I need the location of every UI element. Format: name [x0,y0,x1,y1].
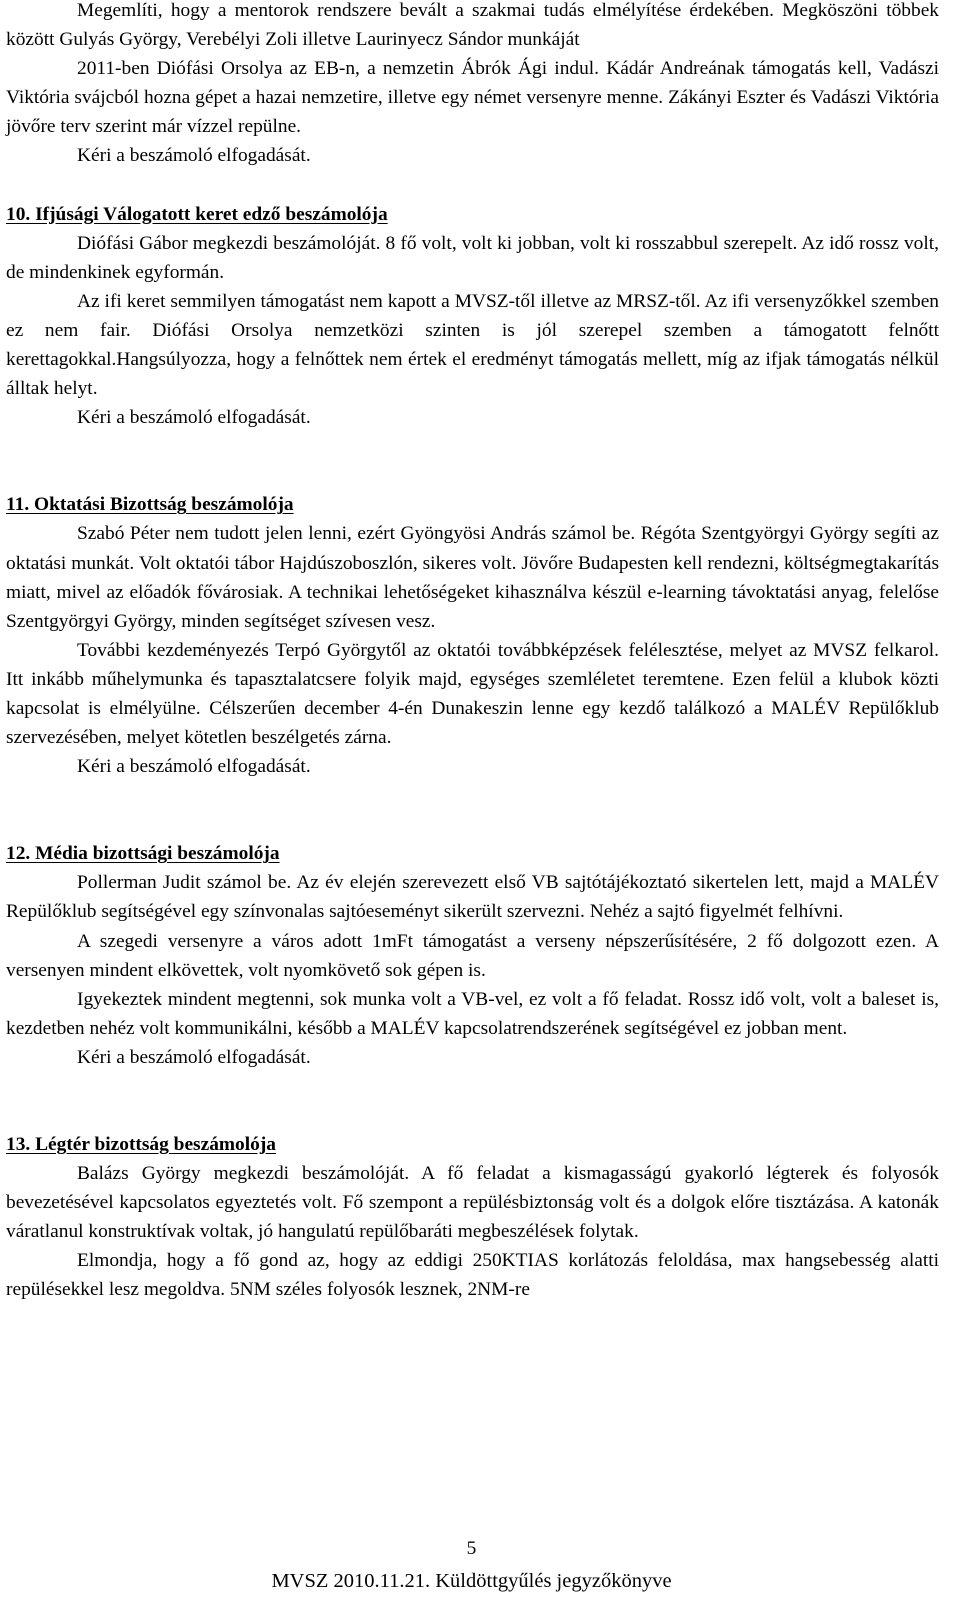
page-footer: MVSZ 2010.11.21. Küldöttgyűlés jegyzőkönyve [271,1570,672,1592]
section-10-acceptance: Kéri a beszámoló elfogadását. [77,407,311,429]
document-body [6,0,939,1305]
section-12-paragraph-3: Igyekeztek mindent megtenni, sok munka volt a VB-vel, ez volt a fő feladat. Rossz idő volt, volt a baleset is, kezdetben nehéz volt kommunikálni, később a MALÉV kapcsolatrendszerének segítségével ez jobban ment. [6,988,939,1039]
section-12-paragraph-2: A szegedi versenyre a város adott 1mFt támogatást a verseny népszerűsítésére, 2 fő dolgozott ezen. A versenyen mindent elkövettek, volt nyomkövető sok gépen is. [6,930,939,981]
section-12-paragraph-1: Pollerman Judit számol be. Az év elején szerevezett első VB sajtótájékoztató sikertelen lett, majd a MALÉV Repülőklub segítségével egy színvonalas sajtóeseményt sikerült szervezni. Nehéz a sajtó figyelmét felhívni. [6,872,939,923]
section-13-paragraph-1: Balázs György megkezdi beszámolóját. A fő feladat a kismagasságú gyakorló légterek és folyosók bevezetésével kapcsolatos egyeztetés volt. Fő szempont a repülésbiztonság volt és a dolgok előre tisztázása. A katonák váratlanul konstruktívak voltak, jó hangulatú repülőbaráti megbeszélések folytak. [6,1163,939,1243]
intro-paragraph-1: Megemlíti, hogy a mentorok rendszere bevált a szakmai tudás elmélyítése érdekében. Megköszöni többek között Gulyás György, Verebélyi Zoli illetve Laurinyecz Sándor munkáját [6,0,939,51]
spacer [6,171,939,200]
section-11-paragraph-1: Szabó Péter nem tudott jelen lenni, ezért Gyöngyösi András számol be. Régóta Szentgyörgyi György segíti az oktatási munkát. Volt oktatói tábor Hajdúszoboszlón, sikeres volt. Jövőre Budapesten kell rendezni, költségmegtakarítás miatt, mivel az előadók fővárosiak. A technikai lehetőségeket kihasználva készül e-learning távoktatási anyag, felelőse Szentgyörgyi György, minden segítséget szívesen vesz. [6,523,939,632]
section-11-acceptance: Kéri a beszámoló elfogadását. [77,756,311,778]
spacer [6,432,939,490]
section-13-heading: 13. Légtér bizottság beszámolója [6,1134,276,1155]
section-10-paragraph-1: Diófási Gábor megkezdi beszámolóját. 8 fő volt, volt ki jobban, volt ki rosszabbul szerepelt. Az idő rossz volt, de mindenkinek egyformán. [6,232,939,283]
section-11-paragraph-2: További kezdeményezés Terpó Györgytől az oktatói továbbképzések felélesztése, melyet az MVSZ felkarol. Itt inkább műhelymunka és tapasztalatcsere folyik majd, egységes szemléletet teremtene. Ezen felül a klubok közti kapcsolat is elmélyülne. Célszerűen december 4-én Dunakeszin lenne egy kezdő találkozó a MALÉV Repülőklub szervezésében, melyet kötetlen beszélgetés zárna. [6,639,939,749]
section-11-heading: 11. Oktatási Bizottság beszámolója [6,494,294,516]
intro-acceptance: Kéri a beszámoló elfogadását. [77,145,311,167]
page-number: 5 [466,1538,477,1559]
section-12-heading: 12. Média bizottsági beszámolója [6,843,280,865]
section-10-paragraph-2: Az ifi keret semmilyen támogatást nem kapott a MVSZ-től illetve az MRSZ-től. Az ifi versenyzőkkel szemben ez nem fair. Diófási Orsolya nemzetközi szinten is jól szerepel szemben a támogatott felnőtt kerettagokkal.Hangsúlyozza, hogy a felnőttek nem értek el eredményt támogatás mellett, míg az ifjak támogatás nélkül álltak helyt. [6,290,939,400]
section-12-acceptance: Kéri a beszámoló elfogadását. [77,1046,311,1068]
spacer [6,781,939,839]
spacer [6,1072,939,1130]
intro-paragraph-2: 2011-ben Diófási Orsolya az EB-n, a nemzetin Ábrók Ági indul. Kádár Andreának támogatás kell, Vadászi Viktória svájcból hozna gépet a hazai nemzetire, illetve egy német versenyre menne. Zákányi Eszter és Vadászi Viktória jövőre terv szerint már vízzel repülne. [6,58,939,138]
section-13-paragraph-2: Elmondja, hogy a fő gond az, hogy az eddigi 250KTIAS korlátozás feloldása, max hangsebesség alatti repülésekkel lesz megoldva. 5NM széles folyosók lesznek, 2NM-re [6,1250,939,1301]
section-10-heading: 10. Ifjúsági Válogatott keret edző beszámolója [6,203,388,225]
